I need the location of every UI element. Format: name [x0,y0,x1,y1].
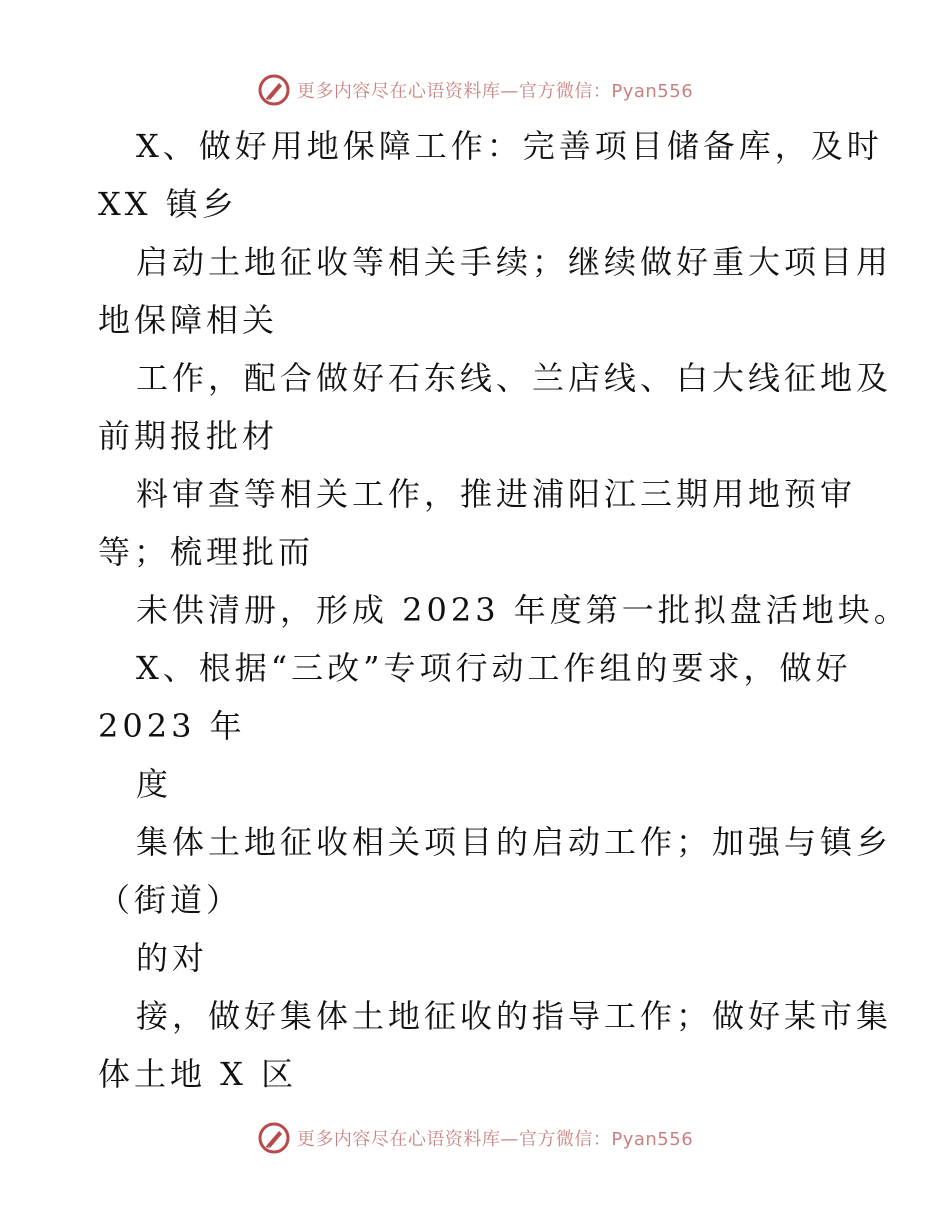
text-line: 前期报批材 [98,417,279,455]
text-line: 未供清册，形成 2023 年度第一批拟盘活地块。 [136,591,910,629]
text-line: 料审查等相关工作，推进浦阳江三期用地预审 [136,475,857,513]
text-line: XX 镇乡 [98,185,238,223]
watermark-text: 更多内容尽在心语资料库—官方微信：Pyan556 [296,81,694,102]
text-line: 工作，配合做好石东线、兰店线、白大线征地及 [136,359,893,397]
text-line: X、做好用地保障工作：完善项目储备库，及时 [136,127,883,165]
text-line: 集体土地征收相关项目的启动工作；加强与镇乡 [136,823,893,861]
text-line: 接，做好集体土地征收的指导工作；做好某市集 [136,997,893,1035]
footer-watermark [0,1118,950,1158]
pen-circle-logo-icon [257,73,291,107]
text-line: 地保障相关 [98,301,279,339]
text-line: 2023 年 [98,707,246,745]
text-line: X、根据“三改”专项行动工作组的要求，做好 [136,649,852,687]
text-line: 等；梳理批而 [98,533,315,571]
header-watermark [0,70,950,110]
watermark-text: 更多内容尽在心语资料库—官方微信：Pyan556 [296,1129,694,1150]
text-line: 的对 [136,939,209,977]
text-line: 度 [136,765,173,803]
pen-circle-logo-icon [257,1121,291,1155]
text-line: （街道） [98,881,243,919]
text-line: 体土地 X 区 [98,1055,298,1093]
text-line: 启动土地征收等相关手续；继续做好重大项目用 [136,243,893,281]
